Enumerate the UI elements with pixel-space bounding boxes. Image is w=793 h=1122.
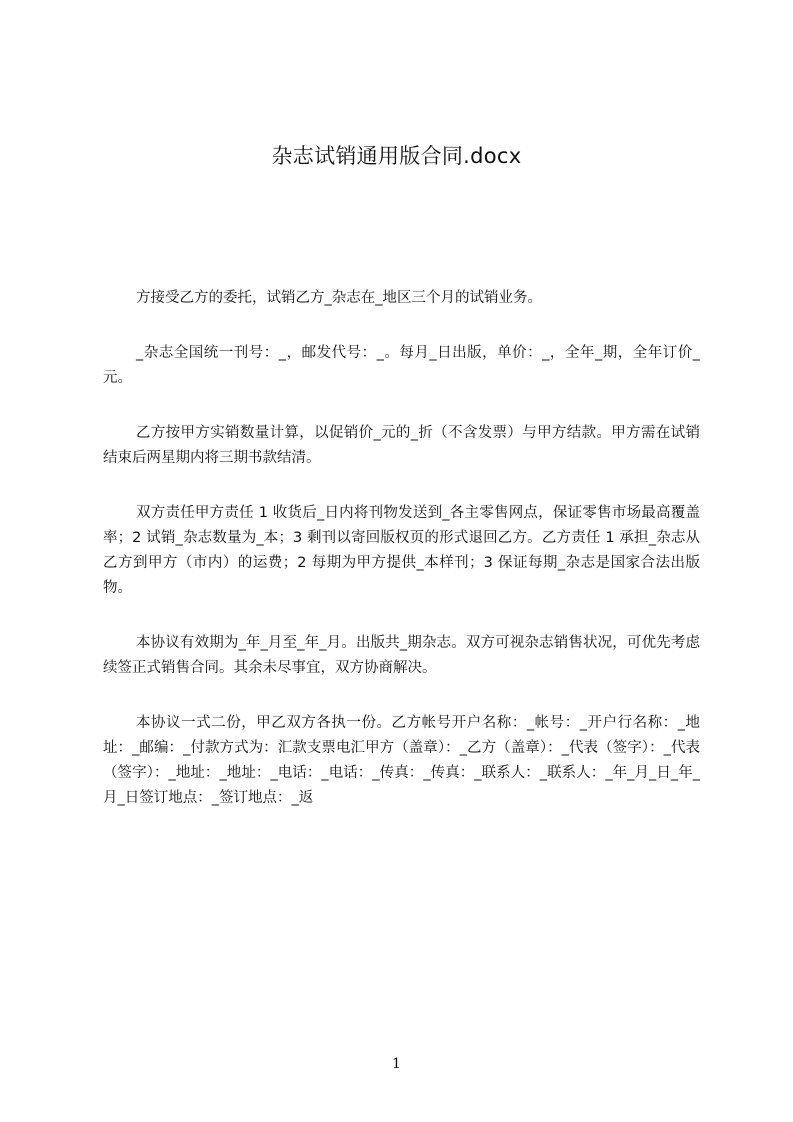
paragraph-magazine-info: _杂志全国统一刊号：_，邮发代号：_。每月_日出版，单价：_，全年_期，全年订价_元。: [103, 345, 700, 386]
paragraph-commission: 方接受乙方的委托，试销乙方_杂志在_地区三个月的试销业务。: [136, 290, 542, 306]
document-title: 杂志试销通用版合同.docx: [271, 144, 522, 168]
paragraph-responsibilities: 双方责任甲方责任 1 收货后_日内将刊物发送到_各主零售网点，保证零售市场最高覆盖率；2 试销_杂志数量为_本；3 剩刊以寄回版权页的形式退回乙方。乙方责任 1 承担_杂志从乙方到甲方（市内）的运费；2 每期为甲方提供_本样刊；3 保证每期_杂志是国家合法出版物。: [103, 505, 700, 596]
document-body: [103, 286, 700, 841]
paragraph-signatures: 本协议一式二份，甲乙双方各执一份。乙方帐号开户名称：_帐号：_开户行名称：_地址：_邮编：_付款方式为：汇款支票电汇甲方（盖章）：_乙方（盖章）：_代表（签字）：_代表（签字）：_地址：_地址：_电话：_电话：_传真：_传真：_联系人：_联系人：_年_月_日_年_月_日签订地点：_签订地点：_返: [103, 715, 700, 806]
paragraph-validity: 本协议有效期为_年_月至_年_月。出版共_期杂志。双方可视杂志销售状况，可优先考虑续签正式销售合同。其余未尽事宜，双方协商解决。: [103, 635, 700, 676]
paragraph-settlement: 乙方按甲方实销数量计算，以促销价_元的_折（不含发票）与甲方结款。甲方需在试销结束后两星期内将三期书款结清。: [103, 425, 700, 466]
page-number: 1: [392, 1056, 401, 1072]
